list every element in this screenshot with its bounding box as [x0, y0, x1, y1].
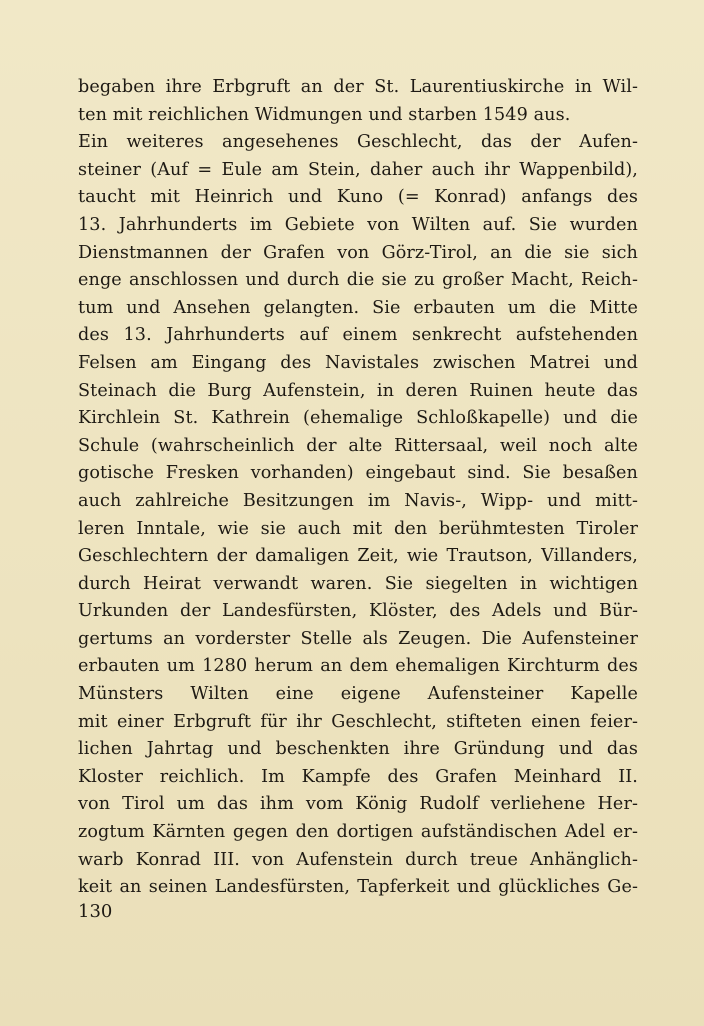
- text-line: taucht mit Heinrich und Kuno (= Konrad) anfangs des: [78, 187, 638, 208]
- text-line: gotische Fresken vorhanden) eingebaut sind. Sie besaßen: [78, 463, 638, 484]
- text-line: Steinach die Burg Aufenstein, in deren Ruinen heute das: [78, 380, 638, 401]
- text-line: Dienstmannen der Grafen von Görz-Tirol, an die sie sich: [78, 242, 638, 263]
- text-line: Ein weiteres angesehenes Geschlecht, das der Aufen-: [78, 132, 638, 153]
- text-line: Kirchlein St. Kathrein (ehemalige Schloßkapelle) und die: [78, 408, 638, 429]
- body-text: [78, 74, 638, 902]
- text-line: von Tirol um das ihm vom König Rudolf verliehene Her-: [78, 794, 638, 815]
- text-line: warb Konrad III. von Aufenstein durch treue Anhänglich-: [78, 849, 638, 870]
- text-line: des 13. Jahrhunderts auf einem senkrecht aufstehenden: [78, 325, 638, 346]
- text-line: erbauten um 1280 herum an dem ehemaligen Kirchturm des: [78, 656, 638, 677]
- text-line: Felsen am Eingang des Navistales zwischen Matrei und: [78, 352, 638, 373]
- text-line: enge anschlossen und durch die sie zu großer Macht, Reich-: [78, 270, 638, 291]
- text-line: auch zahlreiche Besitzungen im Navis-, Wipp- und mitt-: [78, 490, 638, 511]
- text-line: lichen Jahrtag und beschenkten ihre Gründung und das: [78, 739, 638, 760]
- text-line: mit einer Erbgruft für ihr Geschlecht, stifteten einen feier-: [78, 711, 638, 732]
- text-line: tum und Ansehen gelangten. Sie erbauten um die Mitte: [78, 297, 638, 318]
- text-line: Urkunden der Landesfürsten, Klöster, des Adels und Bür-: [78, 601, 638, 622]
- text-line: Kloster reichlich. Im Kampfe des Grafen Meinhard II.: [78, 766, 638, 787]
- text-line: keit an seinen Landesfürsten, Tapferkeit und glückliches Ge-: [78, 877, 638, 898]
- text-line: 13. Jahrhunderts im Gebiete von Wilten auf. Sie wurden: [78, 214, 638, 235]
- text-line: Schule (wahrscheinlich der alte Rittersaal, weil noch alte: [78, 435, 638, 456]
- text-line: steiner (Auf = Eule am Stein, daher auch ihr Wappenbild),: [78, 159, 638, 180]
- text-line: gertums an vorderster Stelle als Zeugen. Die Aufensteiner: [78, 628, 638, 649]
- text-line: durch Heirat verwandt waren. Sie siegelten in wichtigen: [78, 573, 638, 594]
- text-line: zogtum Kärnten gegen den dortigen aufständischen Adel er-: [78, 822, 638, 843]
- page-number: 130: [78, 901, 113, 922]
- text-line: begaben ihre Erbgruft an der St. Laurentiuskirche in Wil-: [78, 77, 638, 97]
- text-line: leren Inntale, wie sie auch mit den berühmtesten Tiroler: [78, 518, 638, 539]
- text-line: ten mit reichlichen Widmungen und starben 1549 aus.: [78, 104, 571, 125]
- text-line: Münsters Wilten eine eigene Aufensteiner Kapelle: [78, 684, 638, 705]
- text-line: Geschlechtern der damaligen Zeit, wie Trautson, Villanders,: [78, 546, 638, 567]
